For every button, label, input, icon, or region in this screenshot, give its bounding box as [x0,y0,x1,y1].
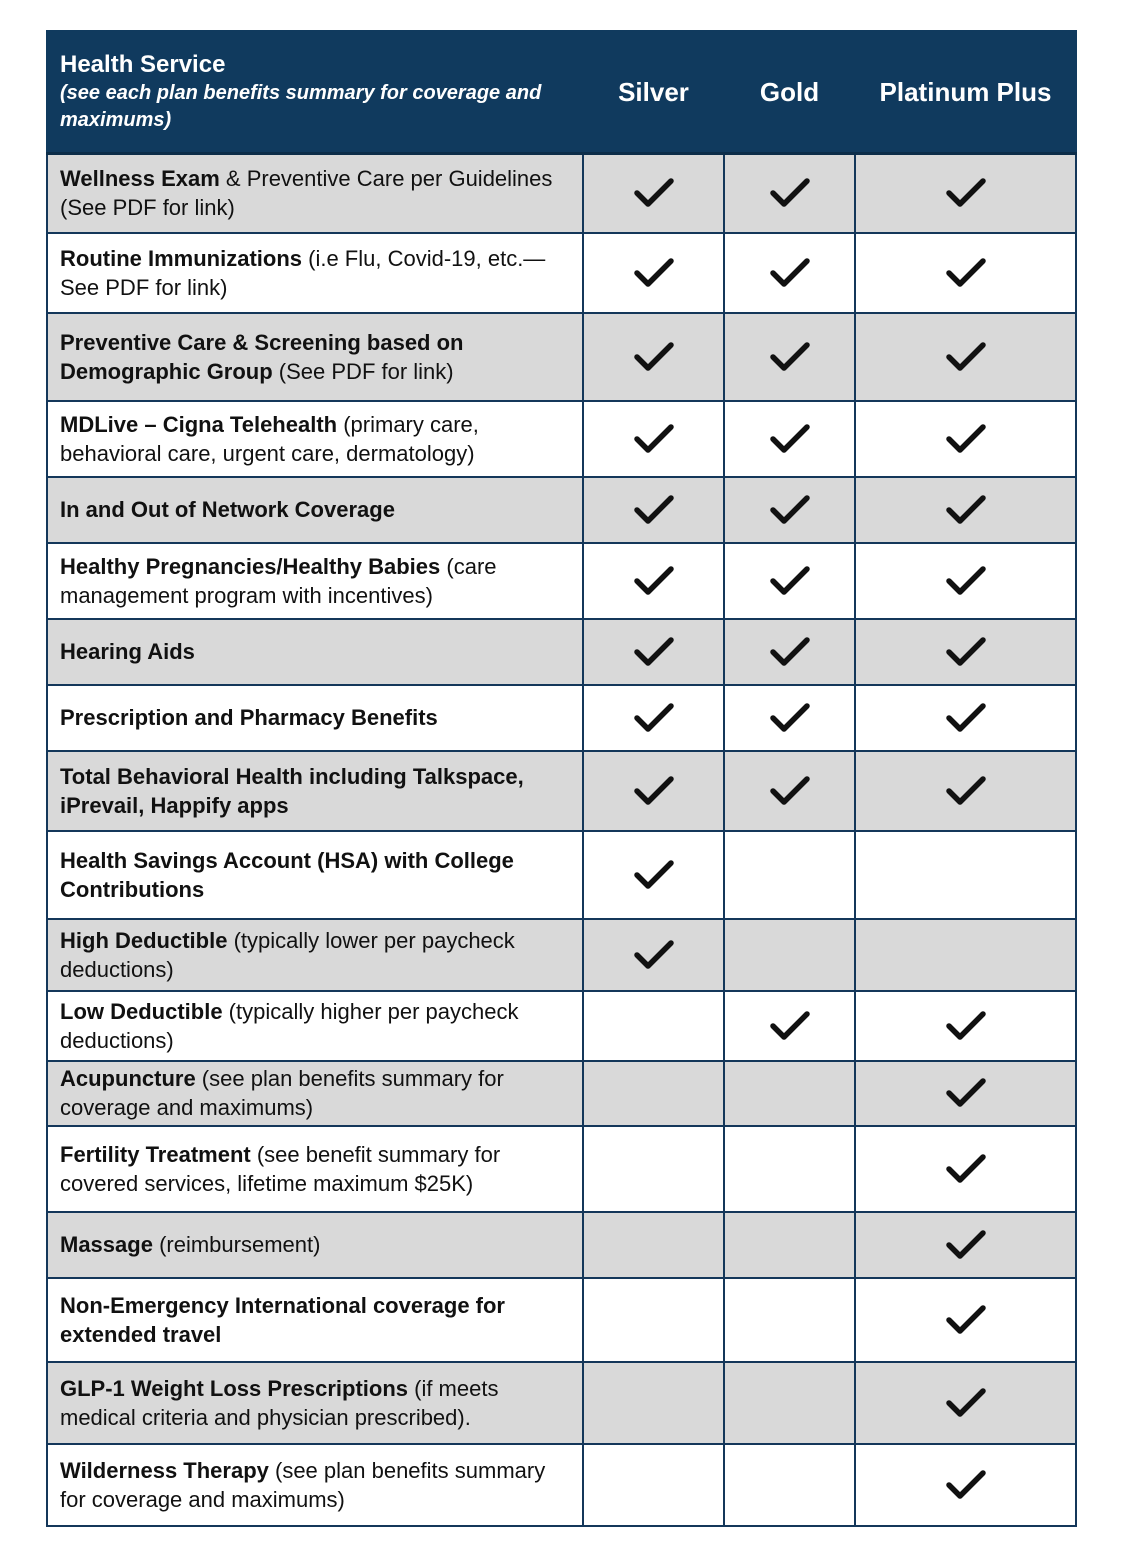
benefits-comparison-table [46,30,1077,1527]
service-name-cell [47,1061,583,1126]
silver-plan-header: Silver [583,31,724,154]
table-row [47,154,1076,233]
table-row [47,1061,1076,1126]
service-name-bold: Routine Immunizations [60,245,302,271]
silver-coverage-cell [583,919,724,991]
service-name-detail: (care management program with incentives) [60,553,497,608]
checkmark-icon [944,1084,988,1101]
platinum-plus-coverage-cell [855,1212,1076,1278]
checkmark-icon [944,1311,988,1328]
service-name-bold: In and Out of Network Coverage [60,497,395,522]
table-row [47,991,1076,1061]
service-name-detail: (typically lower per paycheck deductions) [60,927,515,982]
service-name-cell [47,751,583,831]
checkmark-icon [632,866,676,883]
service-name-cell [47,991,583,1061]
silver-coverage-cell [583,233,724,313]
checkmark-icon [944,572,988,589]
table-header [47,31,1076,154]
silver-coverage-cell [583,1126,724,1212]
service-name-detail: (primary care, behavioral care, urgent care, dermatology) [60,411,479,466]
service-name-bold: Wilderness Therapy [60,1457,269,1483]
checkmark-icon [632,501,676,518]
table-row [47,919,1076,991]
gold-coverage-cell [724,1278,855,1362]
checkmark-icon [632,184,676,201]
table-row [47,685,1076,751]
platinum-plus-coverage-cell [855,313,1076,401]
silver-coverage-cell [583,1212,724,1278]
checkmark-icon [632,430,676,447]
gold-coverage-cell [724,1444,855,1526]
checkmark-icon [768,643,812,660]
service-name-bold: Non-Emergency International coverage for extended travel [60,1292,505,1347]
service-name-detail: (see plan benefits summary for coverage and maximums) [60,1457,546,1512]
gold-coverage-cell [724,1061,855,1126]
platinum-plus-coverage-cell [855,401,1076,477]
checkmark-icon [944,1394,988,1411]
gold-coverage-cell [724,919,855,991]
service-name-detail: (typically higher per paycheck deductions) [60,998,519,1053]
platinum-plus-coverage-cell [855,1126,1076,1212]
table-row [47,477,1076,543]
checkmark-icon [632,264,676,281]
platinum-plus-coverage-cell [855,477,1076,543]
service-name-cell [47,1278,583,1362]
service-name-bold: Fertility Treatment [60,1141,251,1167]
checkmark-icon [944,348,988,365]
service-name-cell [47,477,583,543]
service-name-cell [47,1362,583,1444]
service-name-detail: (if meets medical criteria and physician prescribed). [60,1375,499,1430]
silver-coverage-cell [583,1444,724,1526]
gold-coverage-cell [724,685,855,751]
service-name-bold: MDLive – Cigna Telehealth [60,411,338,437]
silver-coverage-cell [583,154,724,233]
silver-coverage-cell [583,313,724,401]
gold-coverage-cell [724,154,855,233]
checkmark-icon [768,1017,812,1034]
checkmark-icon [944,430,988,447]
platinum-plus-coverage-cell [855,1061,1076,1126]
checkmark-icon [768,572,812,589]
gold-coverage-cell [724,477,855,543]
platinum-plus-coverage-cell [855,991,1076,1061]
table-row [47,619,1076,685]
service-name-bold: Health Savings Account (HSA) with College Contributions [60,847,514,902]
service-name-bold: Massage [60,1232,153,1257]
checkmark-icon [944,782,988,799]
platinum-plus-coverage-cell [855,919,1076,991]
gold-coverage-cell [724,831,855,919]
service-name-detail: (See PDF for link) [272,358,454,384]
service-name-bold: Low Deductible [60,998,223,1024]
service-name-detail: & Preventive Care per Guidelines (See PDF for link) [60,166,553,221]
service-name-cell [47,1444,583,1526]
table-row [47,1212,1076,1278]
gold-coverage-cell [724,619,855,685]
gold-coverage-cell [724,1212,855,1278]
silver-coverage-cell [583,685,724,751]
gold-coverage-cell [724,991,855,1061]
service-name-bold: Preventive Care & Screening based on Demographic Group [60,329,464,384]
silver-coverage-cell [583,543,724,619]
gold-coverage-cell [724,313,855,401]
table-body [47,154,1076,1526]
health-service-title: Health Service [60,51,226,78]
table-row [47,233,1076,313]
service-name-detail: (see plan benefits summary for coverage and maximums) [60,1066,504,1120]
service-name-cell [47,401,583,477]
gold-coverage-cell [724,1126,855,1212]
silver-coverage-cell [583,831,724,919]
service-name-bold: GLP-1 Weight Loss Prescriptions [60,1375,408,1401]
checkmark-icon [944,643,988,660]
table-row [47,831,1076,919]
silver-coverage-cell [583,991,724,1061]
health-service-header [47,31,583,154]
service-name-detail: (reimbursement) [152,1232,321,1257]
checkmark-icon [768,348,812,365]
silver-coverage-cell [583,477,724,543]
platinum-plus-coverage-cell [855,751,1076,831]
service-name-cell [47,154,583,233]
silver-coverage-cell [583,401,724,477]
service-name-bold: Acupuncture [60,1066,196,1091]
platinum-plus-coverage-cell [855,1444,1076,1526]
service-name-cell [47,1126,583,1212]
silver-coverage-cell [583,1061,724,1126]
checkmark-icon [768,782,812,799]
service-name-cell [47,543,583,619]
checkmark-icon [944,1017,988,1034]
table-row [47,1444,1076,1526]
silver-coverage-cell [583,619,724,685]
silver-coverage-cell [583,1278,724,1362]
service-name-detail: (see benefit summary for covered services, lifetime maximum $25K) [60,1141,501,1196]
table-row [47,313,1076,401]
service-name-bold: Healthy Pregnancies/Healthy Babies [60,553,441,579]
table-row [47,1278,1076,1362]
service-name-detail: (i.e Flu, Covid-19, etc.—See PDF for link) [60,245,546,300]
checkmark-icon [632,709,676,726]
checkmark-icon [768,501,812,518]
checkmark-icon [768,184,812,201]
platinum-plus-coverage-cell [855,831,1076,919]
platinum-plus-coverage-cell [855,1362,1076,1444]
service-name-bold: Hearing Aids [60,639,195,664]
checkmark-icon [768,430,812,447]
header-row [47,31,1076,154]
checkmark-icon [768,709,812,726]
table-row [47,1126,1076,1212]
platinum-plus-coverage-cell [855,619,1076,685]
service-name-bold: Wellness Exam [60,166,220,192]
service-name-bold: Total Behavioral Health including Talkspace, iPrevail, Happify apps [60,763,524,818]
platinum-plus-coverage-cell [855,685,1076,751]
service-name-cell [47,233,583,313]
checkmark-icon [944,1160,988,1177]
checkmark-icon [944,264,988,281]
checkmark-icon [944,1236,988,1253]
gold-coverage-cell [724,233,855,313]
gold-plan-header: Gold [724,31,855,154]
gold-coverage-cell [724,401,855,477]
checkmark-icon [632,946,676,963]
service-name-cell [47,619,583,685]
checkmark-icon [632,643,676,660]
platinum-plus-plan-header: Platinum Plus [855,31,1076,154]
table-row [47,1362,1076,1444]
table-row [47,401,1076,477]
service-name-bold: Prescription and Pharmacy Benefits [60,705,438,730]
gold-coverage-cell [724,543,855,619]
checkmark-icon [768,264,812,281]
service-name-bold: High Deductible [60,927,228,953]
gold-coverage-cell [724,1362,855,1444]
table-row [47,751,1076,831]
checkmark-icon [944,709,988,726]
platinum-plus-coverage-cell [855,1278,1076,1362]
gold-coverage-cell [724,751,855,831]
platinum-plus-coverage-cell [855,543,1076,619]
service-name-cell [47,831,583,919]
silver-coverage-cell [583,751,724,831]
health-service-subtitle: (see each plan benefits summary for coverage and maximums) [60,82,542,131]
table-row [47,543,1076,619]
silver-coverage-cell [583,1362,724,1444]
checkmark-icon [632,572,676,589]
checkmark-icon [632,348,676,365]
checkmark-icon [944,184,988,201]
checkmark-icon [944,1476,988,1493]
service-name-cell [47,313,583,401]
platinum-plus-coverage-cell [855,154,1076,233]
checkmark-icon [944,501,988,518]
service-name-cell [47,919,583,991]
service-name-cell [47,685,583,751]
checkmark-icon [632,782,676,799]
platinum-plus-coverage-cell [855,233,1076,313]
service-name-cell [47,1212,583,1278]
